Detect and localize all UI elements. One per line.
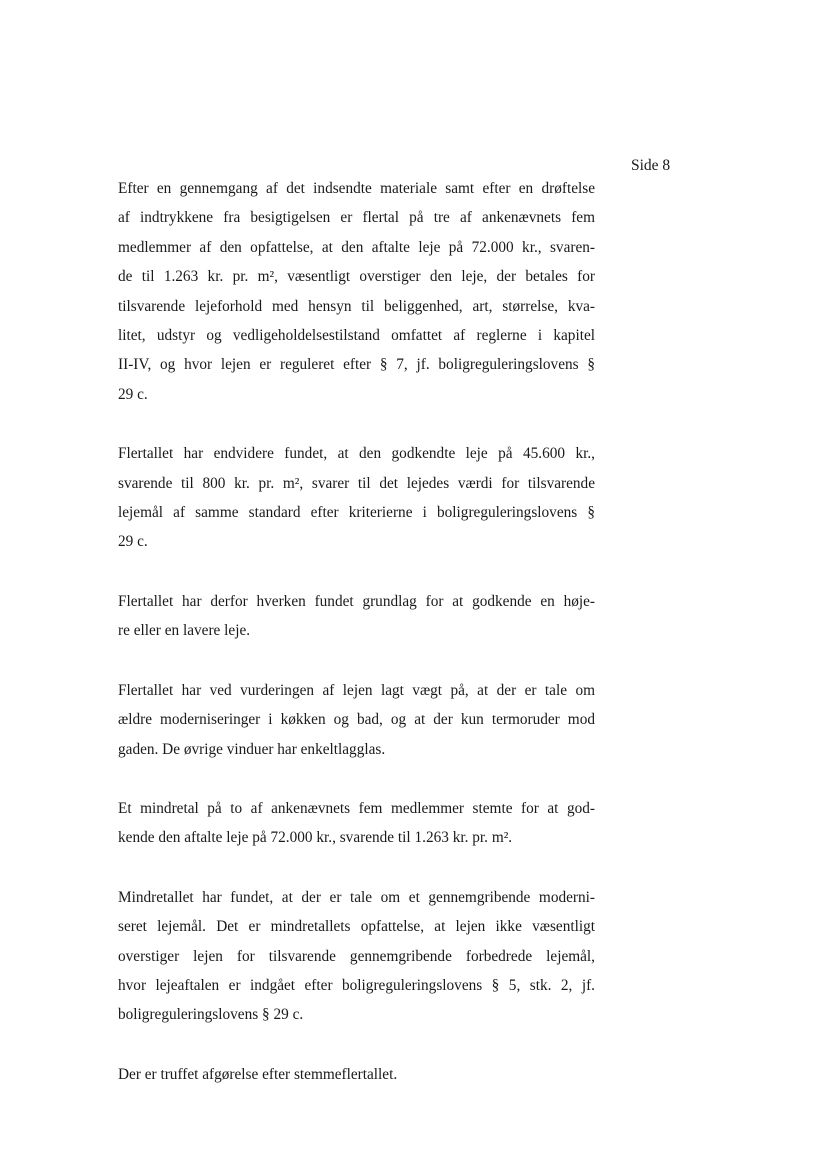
text-line: Efter en gennemgang af det indsendte materiale samt efter en drøftelse [118, 180, 595, 197]
paragraph-no-basis [118, 587, 595, 646]
text-line: seret lejemål. Det er mindretallets opfattelse, at lejen ikke væsentligt [118, 918, 595, 936]
text-line: re eller en lavere leje. [118, 622, 251, 640]
paragraph-assessment-weight [118, 676, 595, 764]
text-line: boligreguleringslovens § 29 c. [118, 1006, 304, 1024]
paragraph-spacer [118, 1030, 595, 1060]
text-line: svarende til 800 kr. pr. m², svarer til det lejedes værdi for tilsvarende [118, 474, 595, 492]
paragraph-spacer [118, 764, 595, 794]
text-line: gaden. De øvrige vinduer har enkeltlagglas. [118, 740, 386, 758]
paragraph-approved-rent [118, 439, 595, 557]
paragraph-spacer [118, 409, 595, 439]
text-line: medlemmer af den opfattelse, at den aftalte leje på 72.000 kr., svaren- [118, 238, 595, 256]
text-line: lejemål af samme standard efter kriterierne i boligreguleringslovens § [118, 504, 595, 522]
page-number: Side 8 [631, 157, 671, 174]
text-line: af indtrykkene fra besigtigelsen er flertal på tre af ankenævnets fem [118, 209, 595, 227]
text-line: II-IV, og hvor lejen er reguleret efter § 7, jf. boligreguleringslovens § [118, 356, 595, 374]
document-body [118, 174, 595, 1089]
text-line: 29 c. [118, 385, 148, 403]
text-line: Flertallet har endvidere fundet, at den godkendte leje på 45.600 kr., [118, 445, 595, 463]
text-line: 29 c. [118, 533, 148, 551]
paragraph-spacer [118, 646, 595, 676]
paragraph-minority-vote [118, 794, 595, 853]
text-line: hvor lejeaftalen er indgået efter boligreguleringslovens § 5, stk. 2, jf. [118, 976, 595, 994]
text-line: Der er truffet afgørelse efter stemmeflertallet. [118, 1065, 398, 1083]
paragraph-spacer [118, 853, 595, 883]
text-line: ældre moderniseringer i køkken og bad, og at der kun termoruder mod [118, 711, 595, 729]
text-line: Flertallet har ved vurderingen af lejen lagt vægt på, at der er tale om [118, 681, 595, 699]
text-line: kende den aftalte leje på 72.000 kr., svarende til 1.263 kr. pr. m². [118, 829, 513, 847]
text-line: overstiger lejen for tilsvarende gennemgribende forbedrede lejemål, [118, 947, 595, 965]
text-line: de til 1.263 kr. pr. m², væsentligt overstiger den leje, der betales for [118, 268, 595, 286]
paragraph-minority-reasoning [118, 883, 595, 1030]
text-line: Et mindretal på to af ankenævnets fem medlemmer stemte for at god- [118, 799, 595, 817]
paragraph-decision [118, 1060, 595, 1089]
paragraph-majority-assessment [118, 174, 595, 409]
paragraph-spacer [118, 557, 595, 587]
text-line: Mindretallet har fundet, at der er tale om et gennemgribende moderni- [118, 888, 595, 906]
text-line: Flertallet har derfor hverken fundet grundlag for at godkende en høje- [118, 592, 595, 610]
text-line: tilsvarende lejeforhold med hensyn til beliggenhed, art, størrelse, kva- [118, 297, 595, 315]
text-line: litet, udstyr og vedligeholdelsestilstand omfattet af reglerne i kapitel [118, 327, 595, 345]
